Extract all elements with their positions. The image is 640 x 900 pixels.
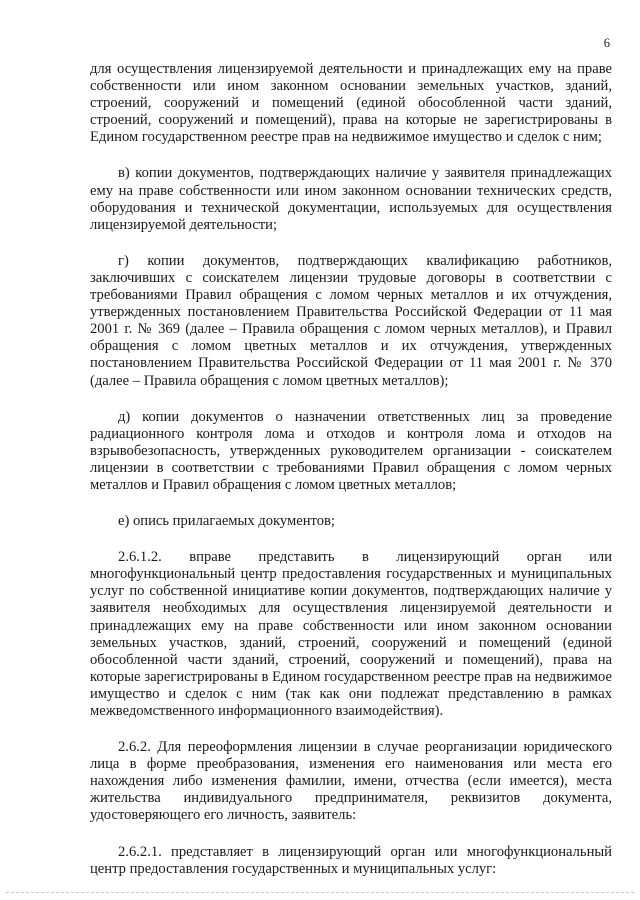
paragraph-item-g: г) копии документов, подтверждающих квалификацию работников, заключивших с соискателем лицензии трудовые договоры в соответствии с требованиями Правил обращения с ломом черных металлов и их отчуждения, утвержденных постановлением Правительства Российской Федерации от 11 мая 2001 г. № 369 (далее – Правила обращения с ломом черных металлов), и Правил обращения с ломом цветных металлов и их отчуждения, утвержденных постановлением Правительства Российской Федерации от 11 мая 2001 г. № 370 (далее – Правила обращения с ломом цветных металлов); [90,252,612,389]
paragraph-2-6-2-1: 2.6.2.1. представляет в лицензирующий орган или многофункциональный центр предоставления государственных и муниципальных услуг: [90,843,612,877]
bottom-scan-edge [6,892,634,893]
paragraph-item-v: в) копии документов, подтверждающих наличие у заявителя принадлежащих ему на праве собственности или ином законном основании технических средств, оборудования и технической документации, используемых для осуществления лицензируемой деятельности; [90,165,612,233]
paragraph-2-6-2: 2.6.2. Для переоформления лицензии в случае реорганизации юридического лица в форме преобразования, изменения его наименования или места его нахождения либо изменения фамилии, имени, отчества (если имеется), места жительства индивидуального предпринимателя, реквизитов документа, удостоверяющего его личность, заявитель: [90,739,612,824]
paragraph-item-e: е) опись прилагаемых документов; [118,513,335,530]
document-body [90,61,612,897]
page-number: 6 [603,36,610,50]
paragraph-item-d: д) копии документов о назначении ответственных лиц за проведение радиационного контроля лома и отходов и контроля лома и отходов на взрывобезопасность, утвержденных руководителем организации - соискателем лицензии в соответствии с требованиями Правил обращения с ломом черных металлов и Правил обращения с ломом цветных металлов; [90,408,612,493]
paragraph-2-6-1-2: 2.6.1.2. вправе представить в лицензирующий орган или многофункциональный центр предоставления государственных и муниципальных услуг по собственной инициативе копии документов, подтверждающих наличие у заявителя необходимых для осуществления лицензируемой деятельности и принадлежащих ему на праве собственности или ином законном основании земельных участков, зданий, строений, сооружений и помещений (единой обособленной части зданий, строений, сооружений и помещений), права на которые зарегистрированы в Едином государственном реестре прав на недвижимое имущество и сделок с ним (так как они подлежат представлению в рамках межведомственного информационного взаимодействия). [90,549,612,719]
paragraph-continuation: для осуществления лицензируемой деятельности и принадлежащих ему на праве собственности или ином законном основании земельных участков, зданий, строений, сооружений и помещений (единой обособленной части зданий, строений, сооружений и помещений), права на которые не зарегистрированы в Едином государственном реестре прав на недвижимое имущество и сделок с ним; [90,61,612,146]
